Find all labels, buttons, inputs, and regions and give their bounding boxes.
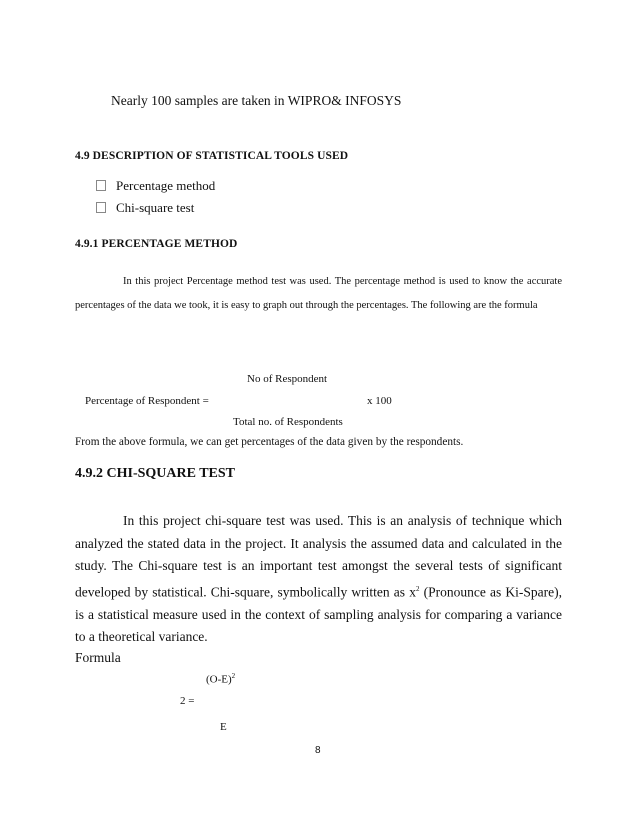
formula-label: Formula <box>75 650 121 665</box>
formula-denominator: Total no. of Respondents <box>233 416 343 428</box>
chi-formula-lhs: 2 = <box>180 695 195 707</box>
percentage-method-paragraph <box>75 270 562 317</box>
chi-formula-denominator: E <box>220 721 227 733</box>
bullet-label: Chi-square test <box>116 200 195 215</box>
paragraph-text <box>75 510 562 649</box>
formula-lhs: Percentage of Respondent = <box>85 395 209 407</box>
page-number: 8 <box>315 745 321 756</box>
formula-note: From the above formula, we can get percentages of the data given by the respondents. <box>75 436 464 448</box>
paragraph-text: In this project Percentage method test was used. The percentage method is used to know the accurate percentages of the data we took, it is easy to graph out through the percentages. The following are the formula <box>75 276 562 311</box>
numerator-text: (O-E) <box>206 673 232 686</box>
bullet-item <box>96 178 215 194</box>
bullet-box-icon <box>96 202 106 213</box>
formula-multiplier: x 100 <box>367 395 392 407</box>
section-heading-4-9-1: 4.9.1 PERCENTAGE METHOD <box>75 238 238 250</box>
section-heading-4-9-2: 4.9.2 CHI-SQUARE TEST <box>75 466 236 481</box>
formula-numerator: No of Respondent <box>247 373 328 385</box>
chi-square-paragraph <box>75 510 562 649</box>
numerator-superscript: 2 <box>231 672 236 680</box>
section-heading-4-9: 4.9 DESCRIPTION OF STATISTICAL TOOLS USED <box>75 150 349 162</box>
bullet-label: Percentage method <box>116 178 216 193</box>
bullet-box-icon <box>96 180 106 191</box>
intro-line: Nearly 100 samples are taken in WIPRO& INFOSYS <box>111 93 402 108</box>
superscript: 2 <box>415 584 420 593</box>
chi-formula-numerator <box>206 672 235 686</box>
paragraph-part: (Pronounce as Ki-Spare), is a statistical measure used in the context of sampling analysis for comparing a variance to a theoretical variance. <box>75 584 562 644</box>
bullet-item <box>96 200 194 216</box>
paragraph-part: In this project chi-square test was used. This is an analysis of technique which analyzed the stated data in the project. It analysis the assumed data and calculated in the study. The Chi-square test is an important test amongst the several tests of significant developed by statistical. Chi-square, symbolically written as x <box>75 513 562 599</box>
